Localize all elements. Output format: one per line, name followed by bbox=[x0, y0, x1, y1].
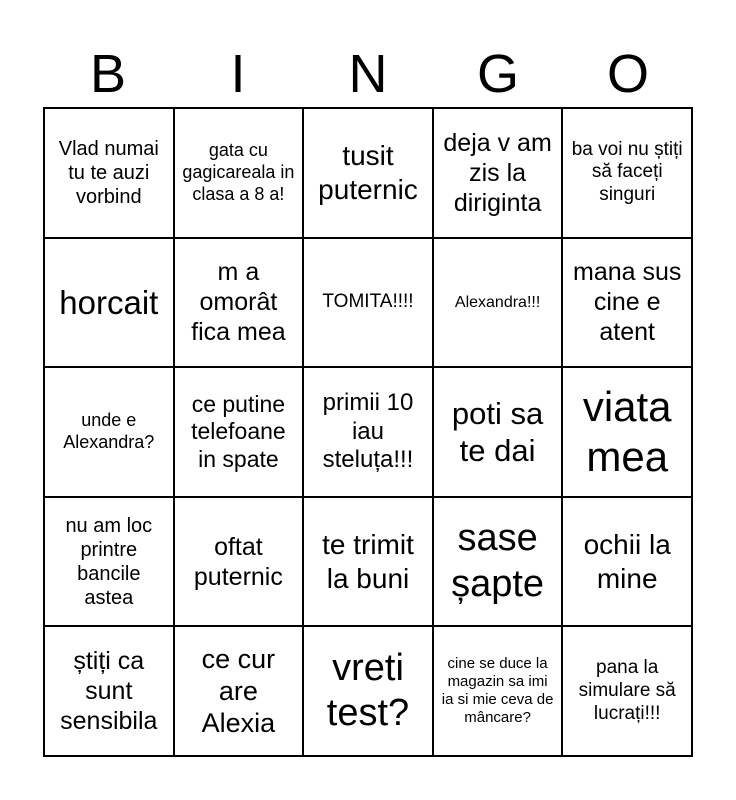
bingo-cell[interactable] bbox=[174, 626, 304, 756]
cell-text: pana la simulare să lucrați!!! bbox=[578, 657, 676, 724]
cell-text: poti sa te dai bbox=[451, 395, 544, 468]
bingo-cell[interactable] bbox=[562, 238, 692, 368]
bingo-cell[interactable] bbox=[433, 497, 563, 627]
cell-text: Alexandra!!! bbox=[454, 293, 541, 311]
header-letter-g: G bbox=[476, 44, 519, 104]
bingo-cell[interactable] bbox=[174, 497, 304, 627]
cell-text: unde e Alexandra? bbox=[63, 410, 155, 452]
cell-text: știți ca sunt sensibila bbox=[60, 647, 158, 736]
bingo-cell[interactable] bbox=[44, 238, 174, 368]
cell-text: TOMITA!!!! bbox=[322, 290, 414, 312]
bingo-cell[interactable] bbox=[433, 108, 563, 238]
bingo-cell[interactable] bbox=[174, 367, 304, 497]
cell-text: Vlad numai tu te auzi vorbind bbox=[58, 137, 159, 208]
bingo-cell[interactable] bbox=[44, 497, 174, 627]
bingo-cell[interactable] bbox=[303, 238, 433, 368]
header-letter-b: B bbox=[89, 44, 127, 104]
bingo-cell[interactable] bbox=[44, 367, 174, 497]
cell-text: ce cur are Alexia bbox=[201, 643, 276, 739]
cell-text: te trimit la buni bbox=[322, 529, 414, 594]
cell-text: viata mea bbox=[582, 382, 672, 480]
bingo-cell[interactable] bbox=[562, 497, 692, 627]
cell-text: mana sus cine e atent bbox=[573, 258, 682, 347]
cell-text: horcait bbox=[59, 283, 159, 321]
header-letter-i: I bbox=[230, 44, 246, 104]
bingo-cell[interactable] bbox=[174, 108, 304, 238]
bingo-cell[interactable] bbox=[44, 626, 174, 756]
bingo-cell[interactable] bbox=[433, 626, 563, 756]
bingo-header bbox=[43, 40, 693, 108]
cell-text: ba voi nu știți să faceți singuri bbox=[571, 138, 683, 206]
bingo-cell[interactable] bbox=[303, 108, 433, 238]
cell-text: tusit puternic bbox=[318, 140, 418, 205]
bingo-cell[interactable] bbox=[562, 626, 692, 756]
cell-text: cine se duce la magazin sa imi ia si mie ceva de mâncare? bbox=[441, 655, 554, 727]
bingo-cell[interactable] bbox=[303, 626, 433, 756]
bingo-cell[interactable] bbox=[433, 238, 563, 368]
cell-text: ochii la mine bbox=[583, 529, 671, 594]
cell-text: m a omorât fica mea bbox=[191, 258, 286, 347]
bingo-cell[interactable] bbox=[303, 367, 433, 497]
header-letter-o: O bbox=[606, 44, 649, 104]
cell-text: gata cu gagicareala in clasa a 8 a! bbox=[182, 140, 295, 204]
cell-text: deja v am zis la diriginta bbox=[443, 128, 552, 217]
cell-text: sase șapte bbox=[451, 517, 545, 605]
header-letter-n: N bbox=[348, 44, 388, 104]
bingo-cell[interactable] bbox=[174, 238, 304, 368]
bingo-cell[interactable] bbox=[433, 367, 563, 497]
cell-text: primii 10 iau steluța!!! bbox=[322, 388, 414, 474]
cell-text: ce putine telefoane in spate bbox=[191, 390, 286, 472]
bingo-cell[interactable] bbox=[562, 367, 692, 497]
bingo-cell[interactable] bbox=[44, 108, 174, 238]
bingo-cell[interactable] bbox=[562, 108, 692, 238]
cell-text: vreti test? bbox=[326, 646, 410, 735]
bingo-cell[interactable] bbox=[303, 497, 433, 627]
cell-text: oftat puternic bbox=[193, 532, 283, 591]
cell-text: nu am loc printre bancile astea bbox=[65, 514, 153, 609]
bingo-card bbox=[43, 107, 693, 757]
